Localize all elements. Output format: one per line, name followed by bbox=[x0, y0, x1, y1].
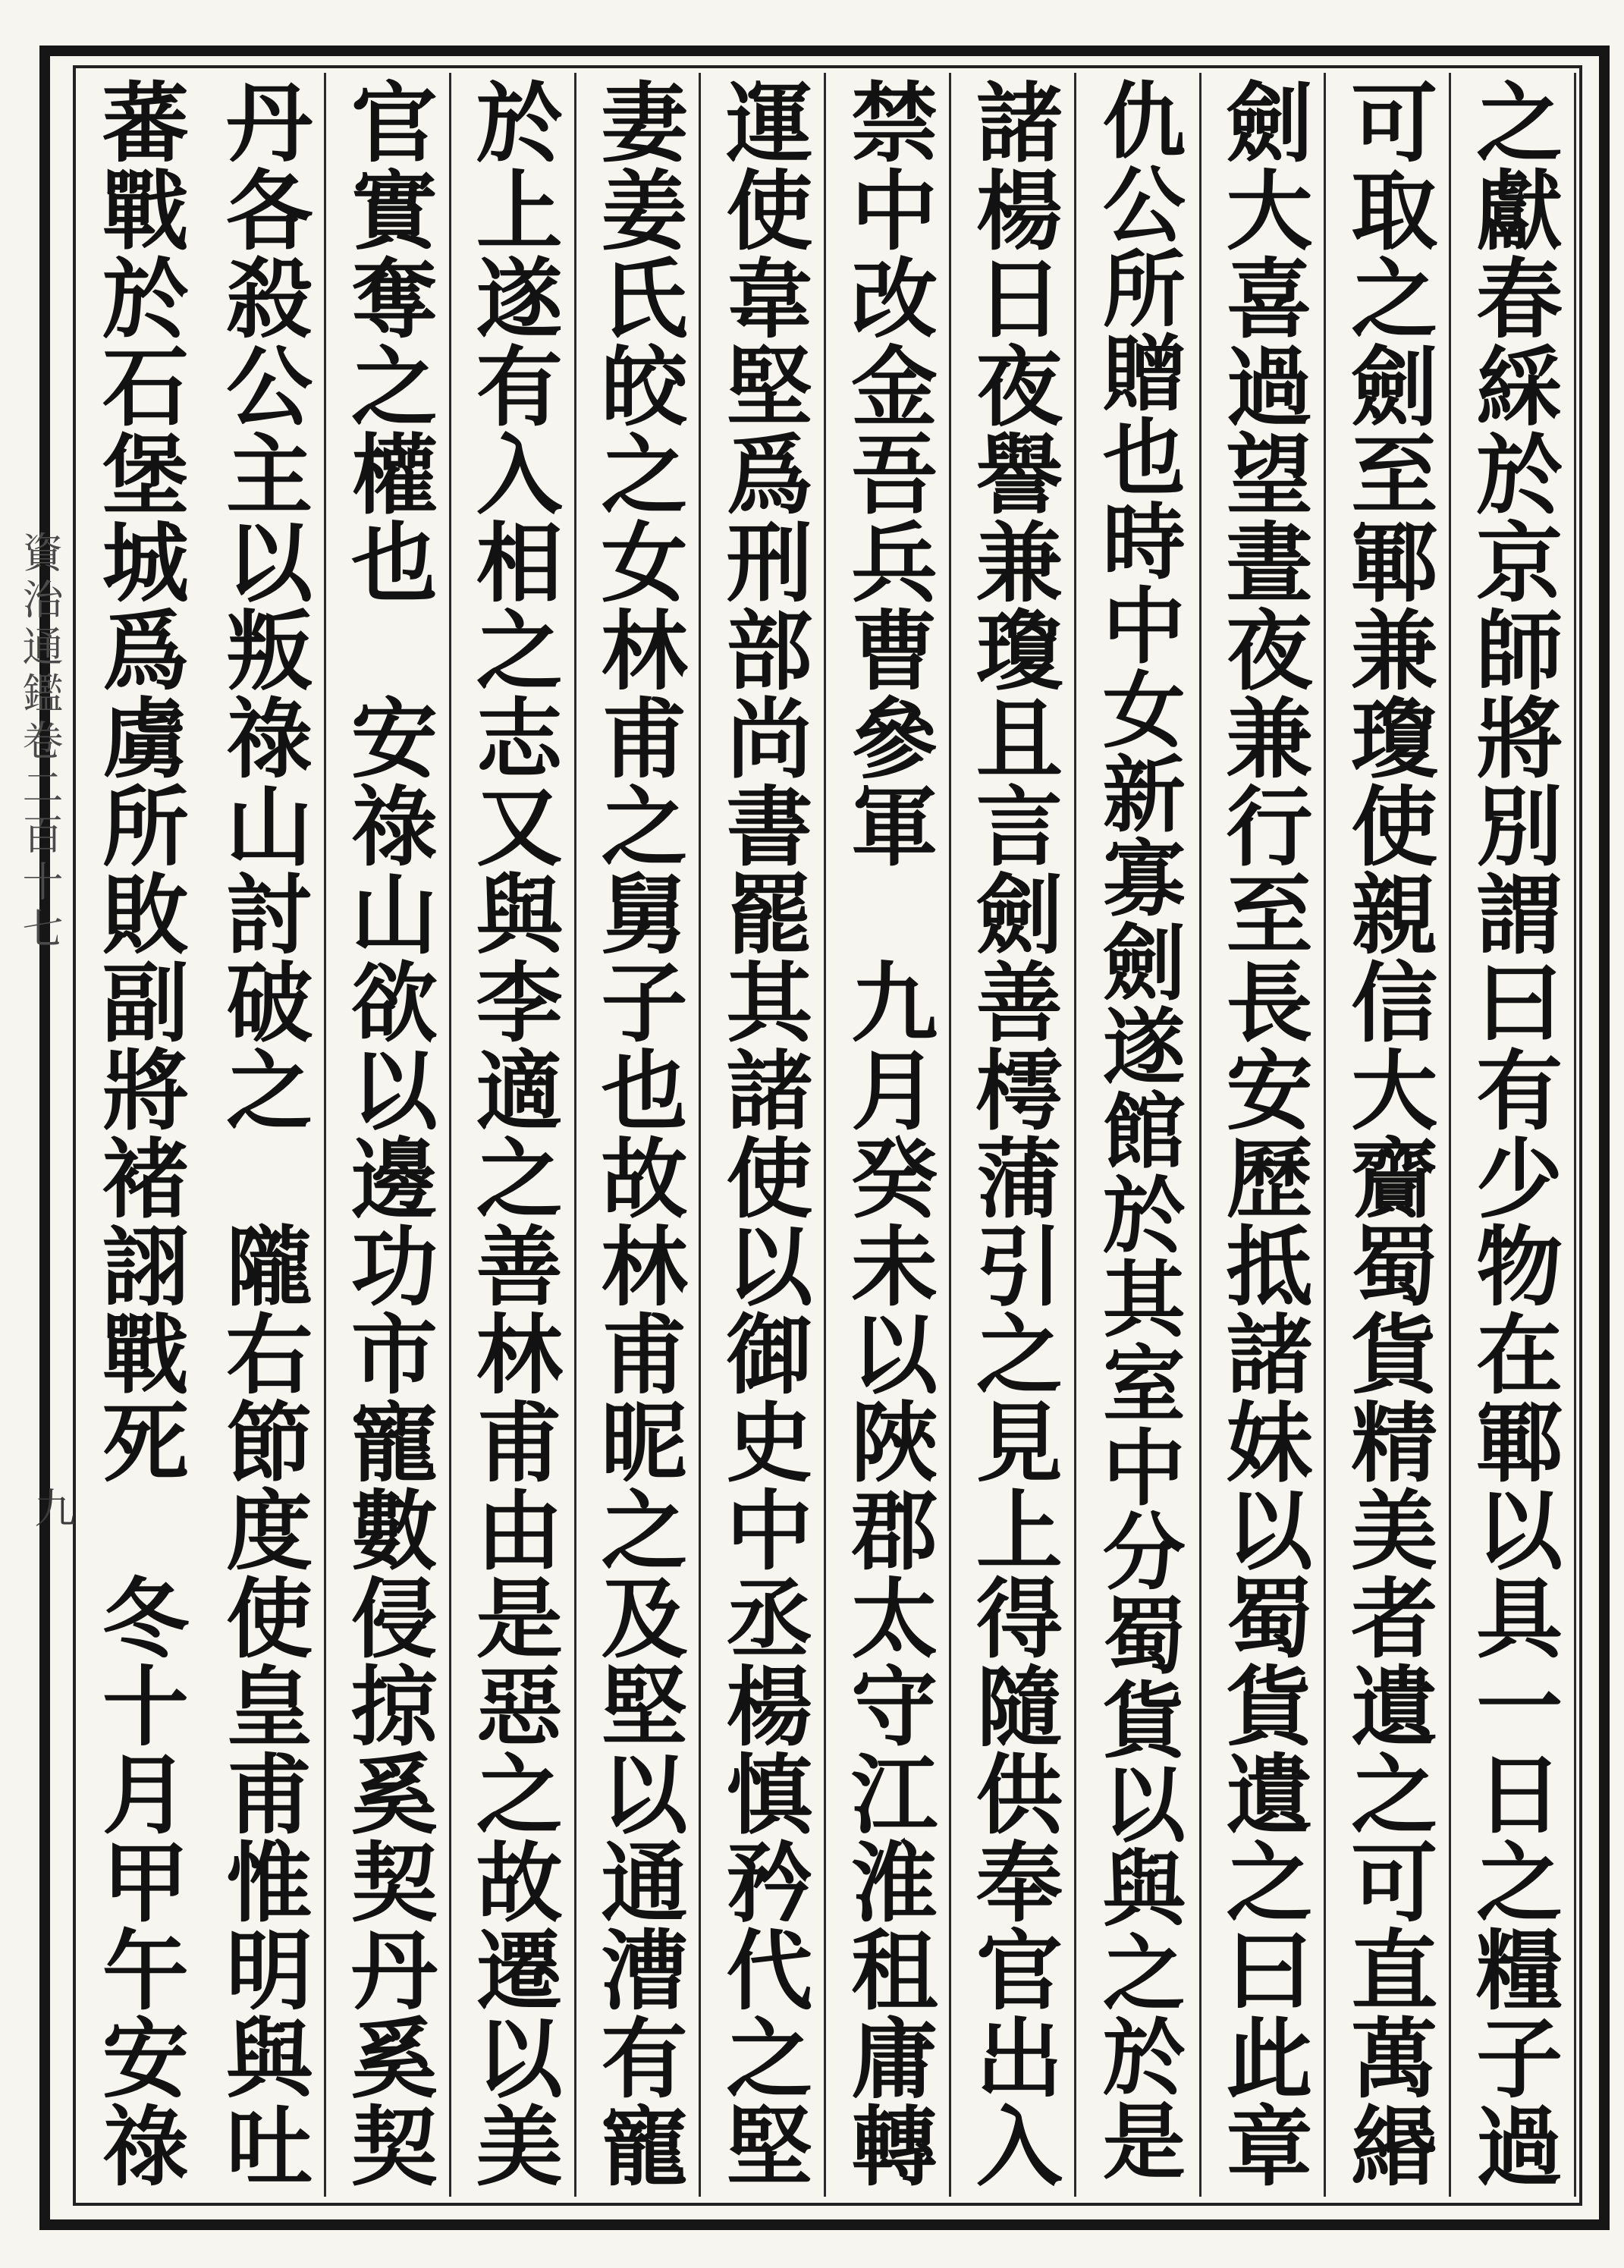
column-text: 劍大喜過望晝夜兼行至長安歷抵諸妹以蜀貨遺之曰此章 bbox=[1211, 77, 1314, 2189]
text-column bbox=[576, 73, 702, 2197]
text-column bbox=[1451, 73, 1576, 2197]
column-text: 禁中改金吾兵曹參軍 九月癸未以陜郡太守江淮租庸轉 bbox=[837, 77, 939, 2189]
text-column bbox=[326, 73, 451, 2197]
text-column bbox=[201, 73, 326, 2197]
column-text: 蕃戰於石堡城爲虜所敗副將褚詡戰死 冬十月甲午安祿 bbox=[87, 77, 190, 2189]
text-column bbox=[701, 73, 826, 2197]
column-text: 運使韋堅爲刑部尚書罷其諸使以御史中丞楊慎矜代之堅 bbox=[711, 77, 814, 2189]
column-text: 仇公所贈也時中女新寡劍遂館於其室中分蜀貨以與之於是 bbox=[1089, 77, 1187, 2182]
column-text: 可取之劍至鄆兼瓊使親信大齎蜀貨精美者遺之可直萬緡 bbox=[1337, 77, 1439, 2189]
text-column bbox=[76, 73, 201, 2197]
folio-number: 九 bbox=[28, 1487, 76, 1528]
column-text: 官實奪之權也 安祿山欲以邊功市寵數侵掠奚契丹奚契 bbox=[336, 77, 438, 2189]
column-text: 諸楊日夜譽兼瓊且言劍善樗蒲引之見上得隨供奉官出入 bbox=[961, 77, 1063, 2189]
text-column bbox=[951, 73, 1076, 2197]
text-column bbox=[1202, 73, 1327, 2197]
text-column bbox=[1076, 73, 1202, 2197]
gutter-book-title: 資治通鑑卷二百十七 bbox=[16, 531, 64, 954]
text-column bbox=[826, 73, 951, 2197]
column-text: 丹各殺公主以叛祿山討破之 隴右節度使皇甫惟明與吐 bbox=[212, 77, 314, 2189]
text-columns bbox=[76, 73, 1576, 2197]
column-text: 之獻春綵於京師將別謂曰有少物在鄆以具一日之糧子過 bbox=[1462, 77, 1564, 2189]
text-column bbox=[451, 73, 576, 2197]
text-column bbox=[1326, 73, 1451, 2197]
column-text: 於上遂有入相之志又與李適之善林甫由是惡之故遷以美 bbox=[461, 77, 564, 2189]
column-text: 妻姜氏皎之女林甫之舅子也故林甫昵之及堅以通漕有寵 bbox=[586, 77, 689, 2189]
